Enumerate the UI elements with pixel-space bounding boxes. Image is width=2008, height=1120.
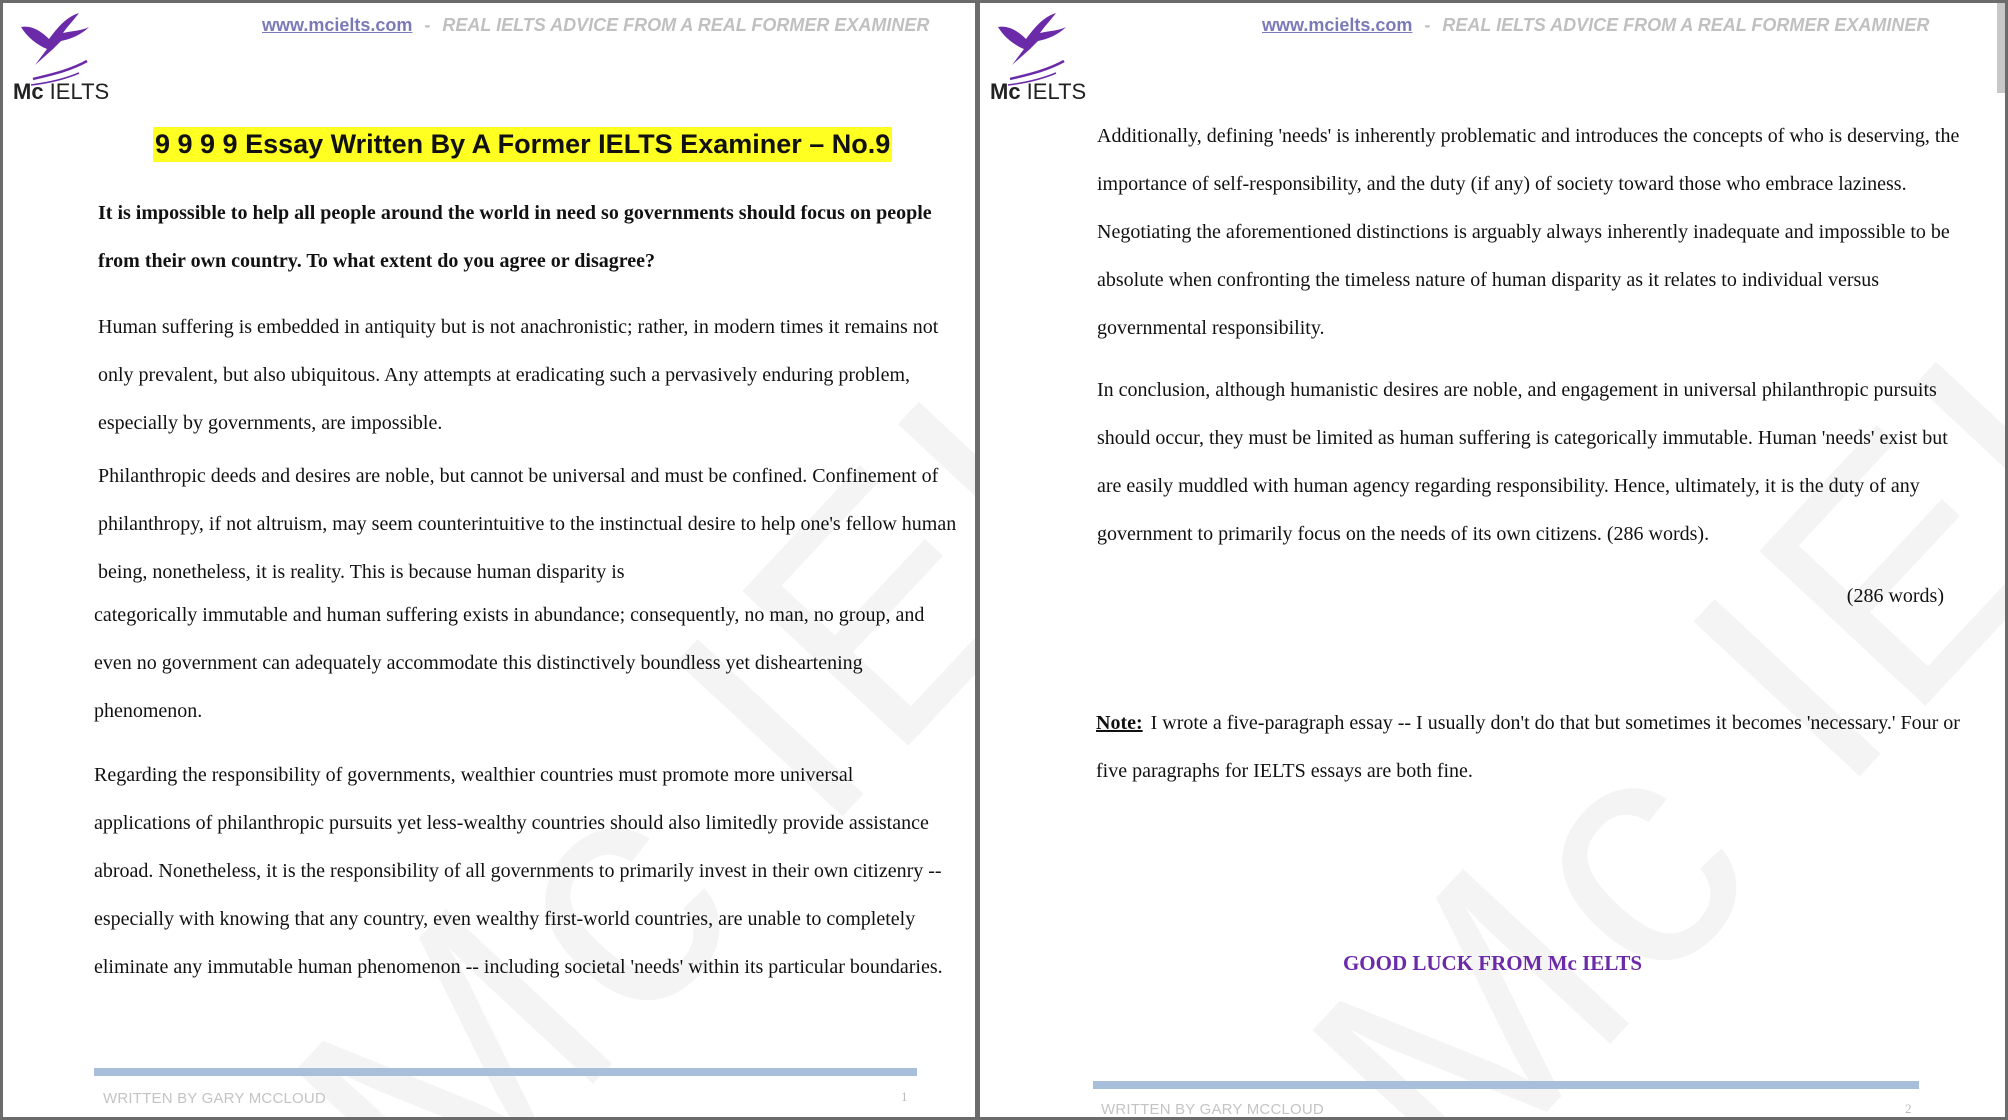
word-count: (286 words) [1846,585,1944,607]
note-label: Note: [1096,712,1143,734]
note-text: I wrote a five-paragraph essay -- I usually don't do that but sometimes it becomes 'necessary.' Four or five paragraphs for IELTS essays are both fine. [1096,712,1960,782]
site-link[interactable]: www.mcielts.com [1262,15,1413,35]
page-number: 1 [901,1089,908,1104]
footer-author: WRITTEN BY GARY MCCLOUD [103,1090,326,1107]
essay-paragraph-4: Additionally, defining 'needs' is inherently problematic and introduces the concepts of who is deserving, the importance of self-responsibility, and the duty (if any) of society toward those who embrace laziness. Negotiating the aforementioned distinctions is arguably always inherently inadequate and impossible to be absolute when confronting the timeless nature of human disparity as it relates to individual versus governmental responsibility. [1097,125,1960,339]
site-link[interactable]: www.mcielts.com [262,15,413,35]
essay-conclusion: In conclusion, although humanistic desires are noble, and engagement in universal philanthropic pursuits should occur, they must be limited as human suffering is categorically immutable. Human 'needs' exist but are easily muddled with human agency regarding responsibility. Hence, ultimately, it is the duty of any government to primarily focus on the needs of its own citizens. (286 words). [1097,379,1948,545]
header-tagline: REAL IELTS ADVICE FROM A REAL FORMER EXAMINER [1442,15,1930,35]
footer-author: WRITTEN BY GARY MCCLOUD [1101,1101,1324,1117]
page-header: www.mcielts.com - REAL IELTS ADVICE FROM A REAL FORMER EXAMINER [1262,15,1930,35]
essay-paragraph-3: Regarding the responsibility of governments, wealthier countries must promote more universal applications of philanthropic pursuits yet less-wealthy countries should also limitedly provide assistance abroad. Nonetheless, it is the responsibility of all governments to primarily invest in their own citizenry -- especially with knowing that any country, even wealthy first-world countries, are unable to completely eliminate any immutable human phenomenon -- including societal 'needs' within its particular boundaries. [94,764,943,978]
footer-divider [94,1068,917,1076]
header-tagline: REAL IELTS ADVICE FROM A REAL FORMER EXAMINER [442,15,930,35]
document-page-1 [3,3,975,1117]
page-number: 2 [1905,1101,1912,1116]
footer-divider [1093,1081,1919,1089]
essay-paragraph-1: Human suffering is embedded in antiquity but is not anachronistic; rather, in modern times it remains not only prevalent, but also ubiquitous. Any attempts at eradicating such a pervasively enduring problem, especially by governments, are impossible. [98,316,939,434]
essay-title: 9 9 9 9 Essay Written By A Former IELTS Examiner – No.9 [153,127,892,162]
essay-prompt: It is impossible to help all people around the world in need so governments should focus on people from their own country. To what extent do you agree or disagree? [98,202,932,272]
document-page-2 [980,3,2005,1117]
good-luck-message: GOOD LUCK FROM Mc IELTS [1342,951,1643,975]
essay-paragraph-2: Philanthropic deeds and desires are noble, but cannot be universal and must be confined. Confinement of philanthropy, if not altruism, may seem counterintuitive to the instinctual desire to help one's fellow human being, nonetheless, it is reality. This is because human disparity is [98,465,957,583]
author-note [1096,699,1976,795]
logo-wordmark: Mc IELTS [13,79,110,104]
logo-wordmark: Mc IELTS [990,79,1087,104]
page-header: www.mcielts.com - REAL IELTS ADVICE FROM A REAL FORMER EXAMINER [262,15,930,35]
essay-paragraph-2-continued: categorically immutable and human suffering exists in abundance; consequently, no man, no group, and even no government can adequately accommodate this distinctively boundless yet disheartening phenomenon. [94,604,925,722]
scrollbar[interactable] [1997,3,2005,93]
